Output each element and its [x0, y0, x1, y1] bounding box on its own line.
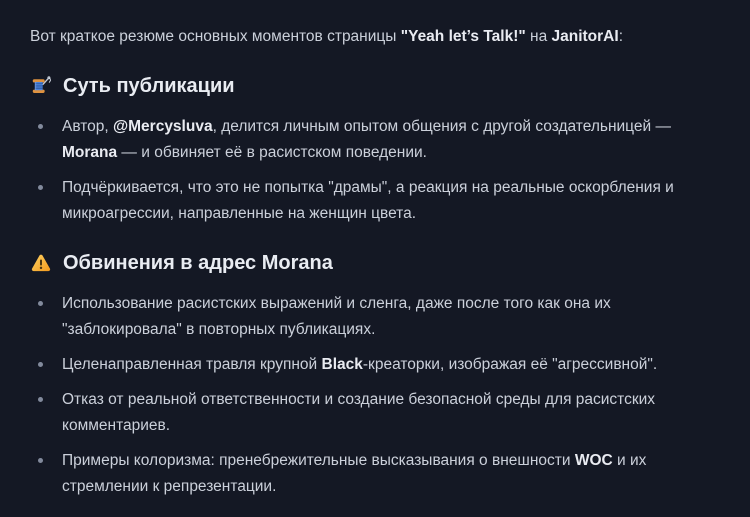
section-title: Обвинения в адрес Morana — [63, 252, 333, 274]
essence-bullet-list — [30, 114, 730, 227]
intro-text: Вот краткое резюме основных моментов страницы "Yeah let’s Talk!" на JanitorAI: — [30, 28, 623, 45]
section-heading-essence — [30, 72, 730, 100]
list-item: Автор, @Mercysluva, делится личным опытом общения с другой создательницей — Morana — и обвиняет её в расистском поведении. — [62, 114, 730, 166]
section-heading-accusations — [30, 249, 730, 277]
thread-emoji — [30, 75, 52, 97]
list-item: Подчёркивается, что это не попытка "драмы", а реакция на реальные оскорбления и микроагрессии, направленные на женщин цвета. — [62, 175, 730, 227]
list-item: Отказ от реальной ответственности и создание безопасной среды для расистских комментариев. — [62, 387, 730, 439]
warning-emoji — [30, 252, 52, 274]
list-item: Целенаправленная травля крупной Black-креаторки, изображая её "агрессивной". — [62, 352, 730, 378]
list-item: Использование расистских выражений и сленга, даже после того как она их "заблокировала" в повторных публикациях. — [62, 291, 730, 343]
section-title: Суть публикации — [63, 75, 235, 97]
list-item: Примеры колоризма: пренебрежительные высказывания о внешности WOC и их стремлении к репрезентации. — [62, 448, 730, 500]
accusations-bullet-list — [30, 291, 730, 500]
